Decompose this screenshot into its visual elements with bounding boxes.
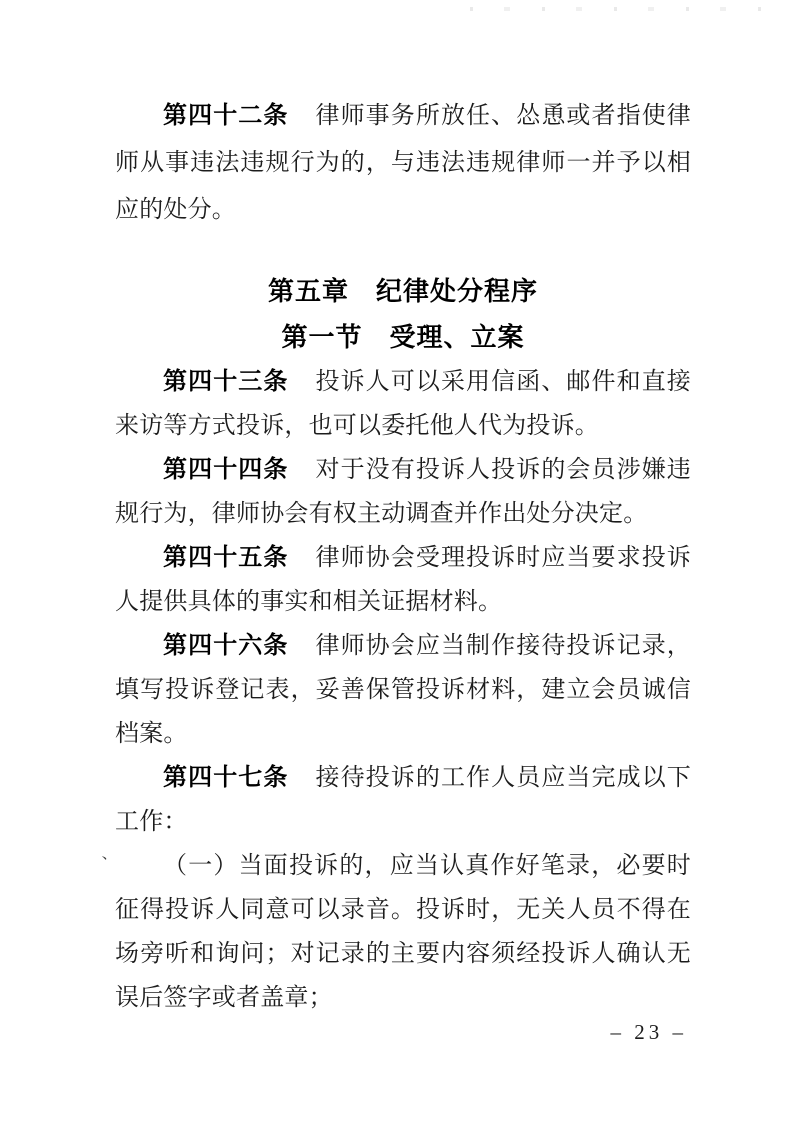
section-heading: 第一节 受理、立案 xyxy=(281,322,525,352)
article-46-number: 第四十六条 xyxy=(163,632,289,659)
article-44-text: 对于没有投诉人投诉的会员涉嫌违规行为，律师协会有权主动调查并作出处分决定。 xyxy=(115,457,692,527)
item-1-paragraph: （一）当面投诉的，应当认真作好笔录，必要时征得投诉人同意可以录音。投诉时，无关人员不得在场旁听和询问；对记录的主要内容须经投诉人确认无误后签字或者盖章； xyxy=(115,853,691,1011)
article-43-paragraph xyxy=(115,360,691,448)
scan-stray-mark: 、 xyxy=(100,845,118,863)
article-43-text: 投诉人可以采用信函、邮件和直接来访等方式投诉，也可以委托他人代为投诉。 xyxy=(115,369,692,439)
page-content xyxy=(115,92,691,1020)
article-46-text: 律师协会应当制作接待投诉记录，填写投诉登记表，妥善保管投诉材料，建立会员诚信档案。 xyxy=(115,633,692,747)
article-42-number: 第四十二条 xyxy=(163,102,289,129)
article-42-text: 律师事务所放任、怂恿或者指使律师从事违法违规行为的，与违法违规律师一并予以相应的处分。 xyxy=(115,103,692,223)
article-45-number: 第四十五条 xyxy=(163,544,289,571)
article-47-text: 接待投诉的工作人员应当完成以下工作： xyxy=(115,765,692,835)
scan-noise-artifact xyxy=(470,7,780,11)
article-45-paragraph xyxy=(115,536,691,624)
article-47-paragraph xyxy=(115,756,691,844)
article-43-number: 第四十三条 xyxy=(163,368,289,395)
article-46-paragraph xyxy=(115,624,691,756)
page-number: – 23 – xyxy=(610,1020,687,1044)
article-42-paragraph xyxy=(115,92,691,234)
chapter-heading: 第五章 纪律处分程序 xyxy=(267,276,538,306)
article-47-number: 第四十七条 xyxy=(163,764,289,791)
article-44-paragraph xyxy=(115,448,691,536)
article-45-text: 律师协会受理投诉时应当要求投诉人提供具体的事实和相关证据材料。 xyxy=(115,545,692,615)
article-44-number: 第四十四条 xyxy=(163,456,289,483)
